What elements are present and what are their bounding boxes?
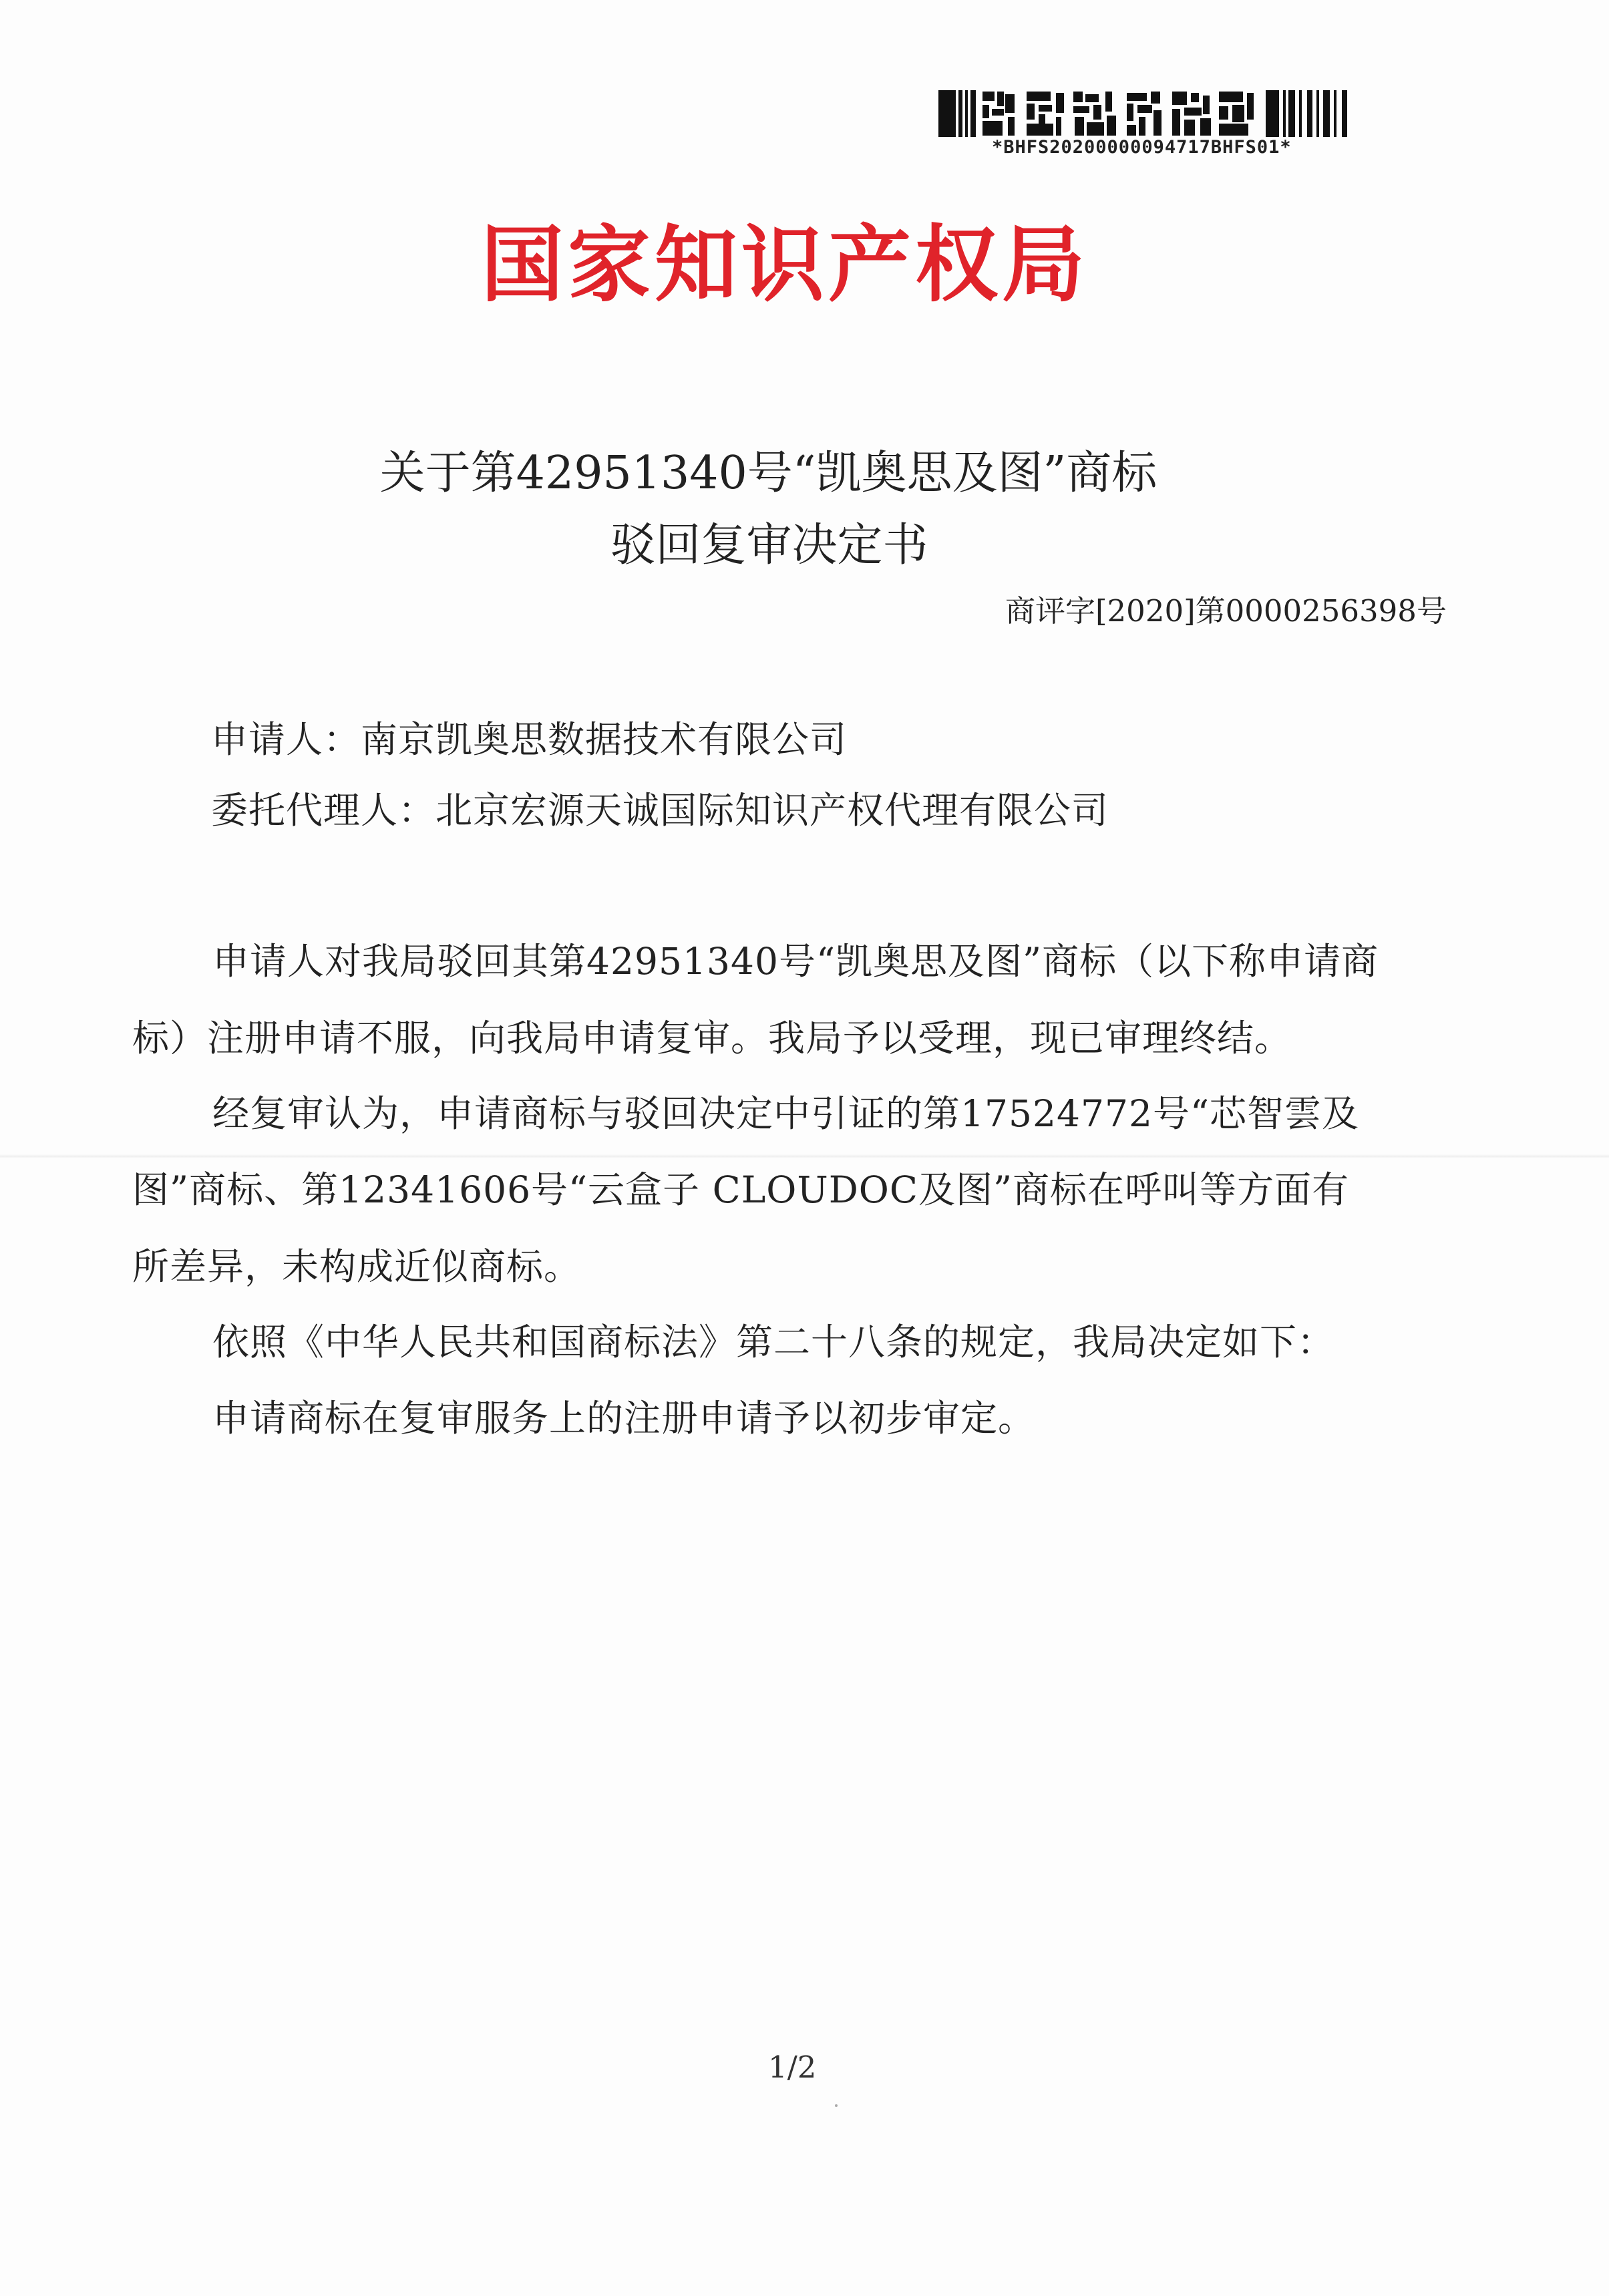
- agent-line: 委托代理人：北京宏源天诚国际知识产权代理有限公司: [211, 789, 1109, 832]
- barcode-caption: *BHFS20200000094717BHFS01*: [992, 137, 1292, 158]
- paragraph-3-line-1: 依照《中华人民共和国商标法》第二十八条的规定，我局决定如下：: [212, 1321, 1335, 1363]
- barcode: [938, 90, 1353, 137]
- paper-speck: [835, 2104, 838, 2107]
- agency-name: 国家知识产权局: [481, 217, 1089, 313]
- paragraph-1-line-1: 申请人对我局驳回其第42951340号“凯奥思及图”商标（以下称申请商: [212, 940, 1379, 983]
- paragraph-2-line-1: 经复审认为，申请商标与驳回决定中引证的第17524772号“芯智雲及: [212, 1092, 1360, 1135]
- document-title-line-2: 驳回复审决定书: [610, 519, 928, 572]
- paragraph-1-line-2: 标）注册申请不服，向我局申请复审。我局予以受理，现已审理终结。: [132, 1017, 1292, 1059]
- paragraph-2-line-3: 所差异，未构成近似商标。: [132, 1245, 582, 1288]
- document-number: 商评字[2020]第0000256398号: [1005, 593, 1447, 629]
- paper-fold-line: [0, 1154, 1609, 1158]
- applicant-line: 申请人：南京凯奥思数据技术有限公司: [211, 718, 848, 761]
- page-number: 1/2: [768, 2049, 817, 2085]
- decision-line: 申请商标在复审服务上的注册申请予以初步审定。: [212, 1397, 1036, 1440]
- document-title-line-1: 关于第42951340号“凯奥思及图”商标: [379, 447, 1157, 500]
- paragraph-2-line-2: 图”商标、第12341606号“云盒子 CLOUDOC及图”商标在呼叫等方面有: [132, 1168, 1350, 1211]
